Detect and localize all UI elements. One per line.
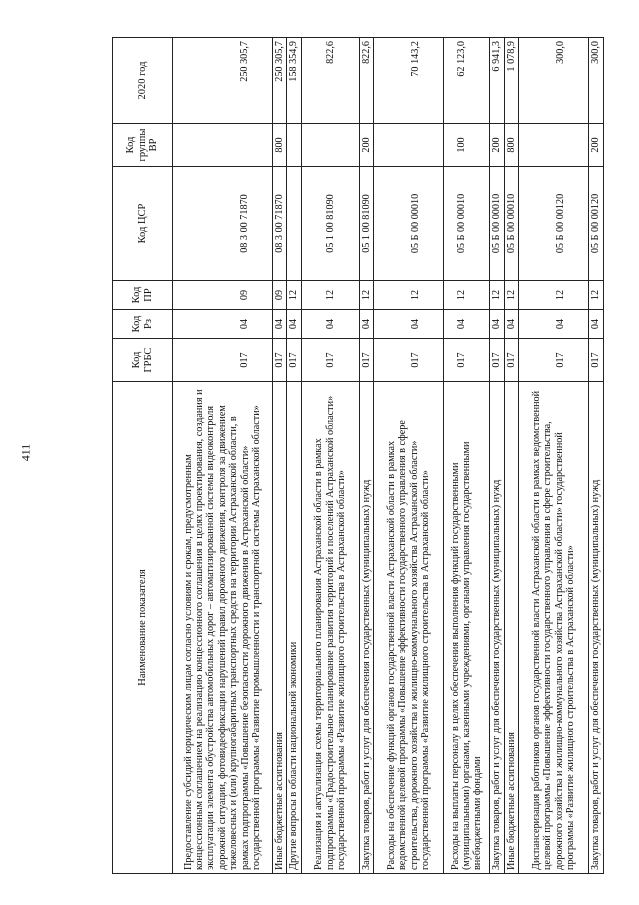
row-vr — [301, 124, 359, 167]
row-grbs: 017 — [374, 339, 444, 382]
row-rz: 04 — [589, 310, 603, 339]
row-csr: 08 3 00 71870 — [173, 167, 273, 281]
row-name: Предоставление субсидий юридическим лицам согласно условиям и срокам, предусмотренным концессионным соглашением на реализацию концессионного соглашения в целях проектирования, создания и эксплуатации элемента обустройства автомобильных дорог – автоматизированной системы видеоконтроля дорожной ситуации, фотовидеофиксации нарушений правил дорожного движения, контроля за движением тяжеловесных и (или) крупногабаритных транспортных средств на территории Астраханской области, в рамках подпрограммы «Повышение безопасности дорожного движения в Астраханской области» государственной программы «Развитие промышленности и транспортной системы Астраханской области» — [173, 382, 273, 874]
row-pr: 12 — [504, 281, 518, 310]
row-pr: 12 — [374, 281, 444, 310]
header-2020: 2020 год — [113, 38, 173, 124]
row-pr: 09 — [173, 281, 273, 310]
row-2020: 822,6 — [301, 38, 359, 124]
header-rz: Код Рз — [113, 310, 173, 339]
table-row — [589, 38, 603, 874]
row-grbs: 017 — [359, 339, 373, 382]
header-pr: Код ПР — [113, 281, 173, 310]
row-rz: 04 — [287, 310, 301, 339]
row-rz: 04 — [173, 310, 273, 339]
row-vr: 800 — [273, 124, 287, 167]
row-name: Закупка товаров, работ и услуг для обеспечения государственных (муниципальных) нужд — [490, 382, 504, 874]
row-vr — [519, 124, 589, 167]
row-name: Иные бюджетные ассигнования — [273, 382, 287, 874]
row-csr: 05 Б 00 00010 — [444, 167, 490, 281]
header-grbs: Код ГРБС — [113, 339, 173, 382]
row-name: Закупка товаров, работ и услуг для обеспечения государственных (муниципальных) нужд — [359, 382, 373, 874]
row-pr: 12 — [287, 281, 301, 310]
row-rz: 04 — [444, 310, 490, 339]
table-row — [359, 38, 373, 874]
row-2020: 70 143,2 — [374, 38, 444, 124]
header-csr: Код ЦСР — [113, 167, 173, 281]
row-pr: 12 — [444, 281, 490, 310]
row-vr: 200 — [359, 124, 373, 167]
table-row — [173, 38, 273, 874]
table-row — [374, 38, 444, 874]
row-rz: 04 — [519, 310, 589, 339]
row-csr: 05 Б 00 00120 — [589, 167, 603, 281]
row-vr: 800 — [504, 124, 518, 167]
table-row — [490, 38, 504, 874]
row-rz: 04 — [273, 310, 287, 339]
row-grbs: 017 — [589, 339, 603, 382]
table-row — [273, 38, 287, 874]
row-name: Закупка товаров, работ и услуг для обеспечения государственных (муниципальных) нужд — [589, 382, 603, 874]
row-grbs: 017 — [287, 339, 301, 382]
row-vr — [287, 124, 301, 167]
row-rz: 04 — [301, 310, 359, 339]
row-2020: 822,6 — [359, 38, 373, 124]
row-vr — [173, 124, 273, 167]
row-2020: 250 305,7 — [273, 38, 287, 124]
row-csr: 08 3 00 71870 — [273, 167, 287, 281]
row-2020: 158 354,9 — [287, 38, 301, 124]
row-pr: 12 — [359, 281, 373, 310]
row-grbs: 017 — [519, 339, 589, 382]
table-row — [444, 38, 490, 874]
row-grbs: 017 — [301, 339, 359, 382]
row-grbs: 017 — [173, 339, 273, 382]
row-grbs: 017 — [273, 339, 287, 382]
row-name: Диспансеризация работников органов государственной власти Астраханской области в рамках ведомственной целевой программы «Повышение эффективности государственного управления в сфере строительства, дорожного хозяйства и жилищно-коммунального хозяйства Астраханской области» государственной программы «Развитие жилищного строительства в Астраханской области» — [519, 382, 589, 874]
row-name: Другие вопросы в области национальной экономики — [287, 382, 301, 874]
row-name: Иные бюджетные ассигнования — [504, 382, 518, 874]
rotated-content — [112, 38, 602, 874]
row-pr: 12 — [490, 281, 504, 310]
budget-table — [112, 37, 604, 874]
row-2020: 1 078,9 — [504, 38, 518, 124]
row-vr: 200 — [589, 124, 603, 167]
row-csr: 05 Б 00 00120 — [519, 167, 589, 281]
row-pr: 09 — [273, 281, 287, 310]
row-grbs: 017 — [444, 339, 490, 382]
row-pr: 12 — [519, 281, 589, 310]
table-row — [301, 38, 359, 874]
row-name: Реализация и актуализация схемы территориального планирования Астраханской области в рамках подпрограммы «Градостроительное планирование развития территорий и поселений Астраханской области» государственной программы «Развитие жилищного строительства в Астраханской области» — [301, 382, 359, 874]
row-csr: 05 Б 00 00010 — [490, 167, 504, 281]
row-2020: 300,0 — [589, 38, 603, 124]
table-row — [519, 38, 589, 874]
row-csr: 05 Б 00 00010 — [374, 167, 444, 281]
row-name: Расходы на обеспечение функций органов государственной власти Астраханской области в рамках ведомственной целевой программы «Повышение эффективности государственного управления в сфере строительства, дорожного хозяйства и жилищно-коммунального хозяйства Астраханской области» государственной программы «Развитие жилищного строительства в Астраханской области» — [374, 382, 444, 874]
row-rz: 04 — [359, 310, 373, 339]
row-2020: 250 305,7 — [173, 38, 273, 124]
row-2020: 6 941,3 — [490, 38, 504, 124]
row-vr: 200 — [490, 124, 504, 167]
row-2020: 62 123,0 — [444, 38, 490, 124]
row-csr: 05 1 00 81090 — [359, 167, 373, 281]
header-row — [113, 38, 173, 874]
row-2020: 300,0 — [519, 38, 589, 124]
row-pr: 12 — [589, 281, 603, 310]
row-rz: 04 — [490, 310, 504, 339]
row-grbs: 017 — [490, 339, 504, 382]
row-csr — [287, 167, 301, 281]
rotated-page — [112, 38, 602, 874]
row-vr: 100 — [444, 124, 490, 167]
row-name: Расходы на выплаты персоналу в целях обеспечения выполнения функций государственными (муниципальными) органами, казенными учреждениями, органами управления государственными внебюджетными фондами — [444, 382, 490, 874]
row-csr: 05 1 00 81090 — [301, 167, 359, 281]
header-vr: Код группы ВР — [113, 124, 173, 167]
header-name: Наименование показателя — [113, 382, 173, 874]
row-csr: 05 Б 00 00010 — [504, 167, 518, 281]
row-pr: 12 — [301, 281, 359, 310]
table-row — [287, 38, 301, 874]
row-grbs: 017 — [504, 339, 518, 382]
row-rz: 04 — [504, 310, 518, 339]
page-number-text: 411 — [18, 443, 33, 462]
row-rz: 04 — [374, 310, 444, 339]
page-number — [8, 0, 44, 905]
row-vr — [374, 124, 444, 167]
table-row — [504, 38, 518, 874]
